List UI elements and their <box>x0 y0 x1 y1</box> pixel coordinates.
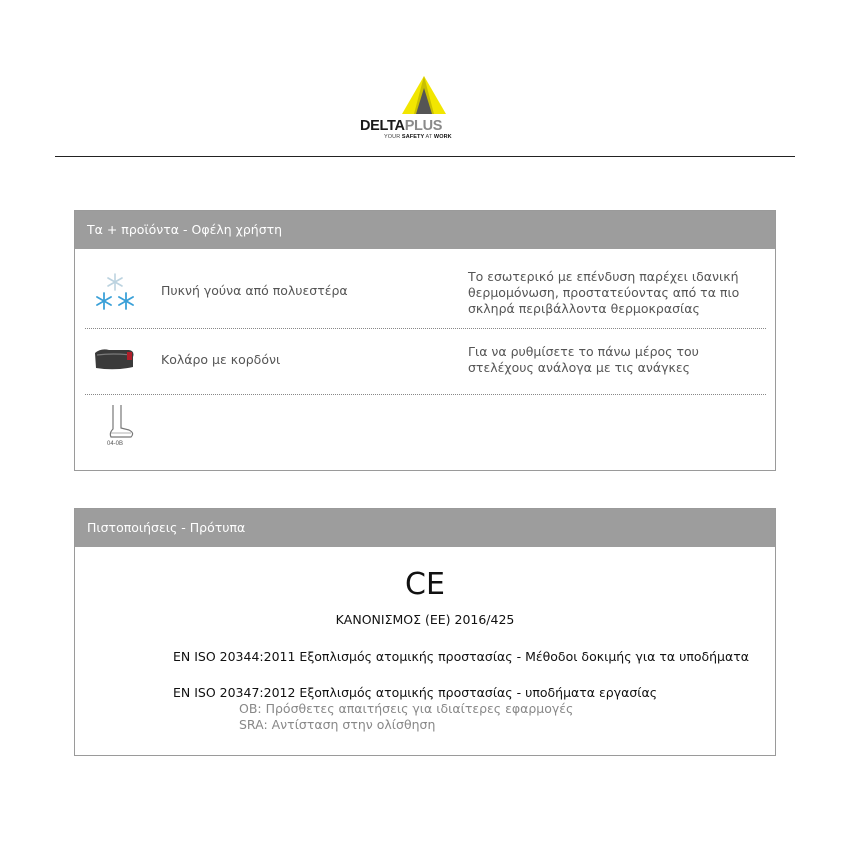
benefit-row <box>85 395 766 465</box>
benefits-panel <box>74 210 776 471</box>
certifications-title: Πιστοποιήσεις - Πρότυπα <box>75 509 775 547</box>
logo-wordmark: DELTAPLUS <box>360 118 443 134</box>
snowflake-icon <box>93 272 137 312</box>
certifications-panel <box>74 508 776 756</box>
benefit-label: Πυκνή γούνα από πολυεστέρα <box>161 283 348 298</box>
benefit-row <box>85 329 766 395</box>
logo-tagline: YOUR SAFETY AT WORK <box>384 134 452 140</box>
ce-mark-icon <box>404 569 446 597</box>
svg-text:04-0B: 04-0B <box>107 441 124 447</box>
ce-mark <box>75 569 775 601</box>
boot-icon <box>105 403 139 449</box>
header-divider <box>55 156 795 157</box>
deltaplus-logo <box>360 76 490 146</box>
standard-sub-item: OB: Πρόσθετες απαιτήσεις για ιδιαίτερες εφαρμογές <box>239 701 574 716</box>
regulation-text: ΚΑΝΟΝΙΣΜΟΣ (ΕΕ) 2016/425 <box>335 612 515 627</box>
benefit-description: Για να ρυθμίσετε το πάνω μέρος του στελέχους ανάλογα με τις ανάγκες <box>468 344 699 375</box>
standard-item: EN ISO 20347:2012 Εξοπλισμός ατομικής προστασίας - υποδήματα εργασίας <box>173 685 658 700</box>
benefit-label: Κολάρο με κορδόνι <box>161 352 281 367</box>
benefit-description: Το εσωτερικό με επένδυση παρέχει ιδανική θερμομόνωση, προστατεύοντας από τα πιο σκληρά περιβάλλοντα θερμοκρασίας <box>468 269 740 316</box>
standard-sub-item: SRA: Αντίσταση στην ολίσθηση <box>239 717 436 732</box>
benefits-title: Τα + προϊόντα - Οφέλη χρήστη <box>75 211 775 249</box>
svg-text:CE: CE <box>405 569 445 597</box>
logo-triangle-icon <box>402 76 446 116</box>
collar-icon <box>93 347 137 373</box>
standard-item: EN ISO 20344:2011 Εξοπλισμός ατομικής προστασίας - Μέθοδοι δοκιμής για τα υποδήματα <box>173 649 750 664</box>
benefit-row <box>85 250 766 329</box>
